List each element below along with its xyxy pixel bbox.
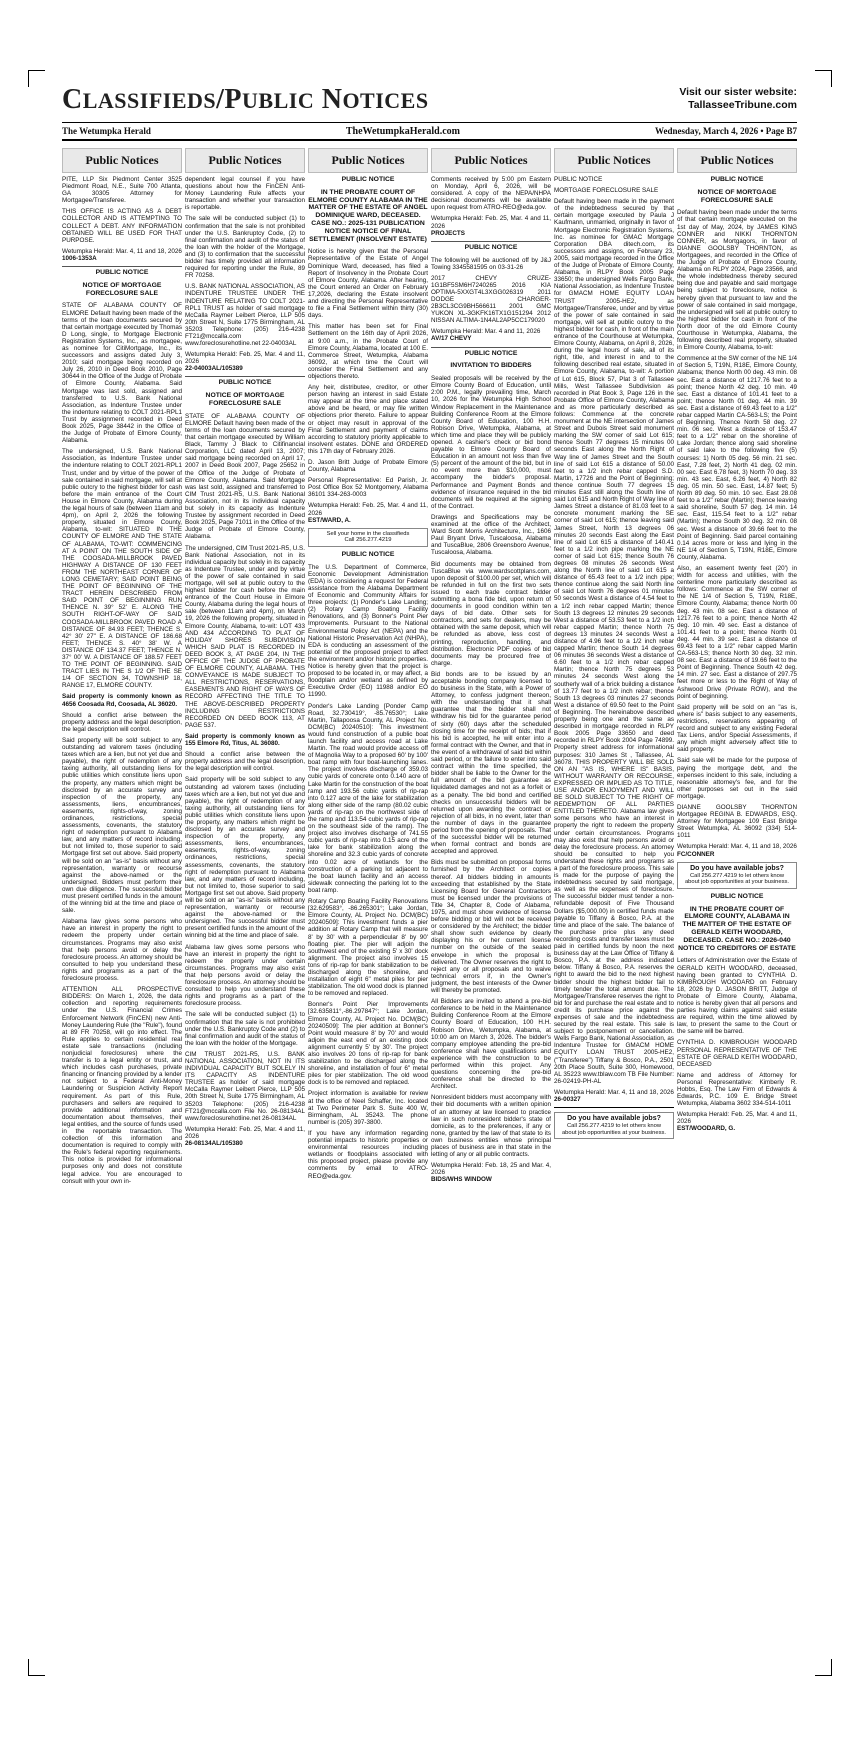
- sister-site-label: Visit our sister website:: [679, 86, 797, 98]
- notice-reference: 1006-1353A: [62, 254, 97, 262]
- notice-title: IN THE PROBATE COURT OF ELMORE COUNTY ALABAMA IN THE MATTER OF THE ESTATE OF ANGEL DOMINIQUE WARD, DECEASED. CASE NO.: 2025-131 PUBLICATION NOTICE NOTICE OF FINAL SETTLEMENT (INSOLVENT ESTATE): [308, 188, 428, 243]
- notice-text: Sealed proposals will be received by the Elmore County Board of Education, until 2:00 P.M., legally prevailing time, March 10, 2026 for the Wetumpka High School Window Replacement in the Maintenance Building Conference Room at the Elmore County Board of Education, 100 H.H. Robison Drive, Wetumpka, Alabama, at which time and place they will be publicly opened. A cashier's check or bid bond payable to Elmore County Board of Education in an amount not less than five (5) percent of the amount of the bid, but in no event more than $10,000, must accompany the bidder's proposal. Performance and Payment Bonds and evidence of insurance required in the bid documents will be required at the signing of the Contract.: [431, 375, 551, 510]
- publication-dates: Wetumpka Herald: Feb. 25, Mar. 4 and 11, 2026: [308, 502, 428, 517]
- notice-reference: 22-04003AL/105389: [185, 365, 243, 373]
- column-header: Public Notices: [431, 148, 551, 173]
- notice-text: CIM TRUST 2021-R5, U.S. BANK NATIONAL ASSOCIATION, NOT IN ITS INDIVIDUAL CAPACITY BUT SOLELY IN ITS CAPACITY AS INDENTURE TRUSTEE as holder of said mortgage McCalla Raymer Leibert Pierce, LLP 505 20th Street N, Suite 1775 Birmingham, AL 35203 Telephone: (205) 216-4238 FT21@mccalla.com File No. 26-08134AL www.foreclosurehotline.net 26-08134AL: [185, 1050, 305, 1122]
- crop-mark-top-left: [28, 70, 45, 87]
- notice-text: Project information is available for review at the office of Neel Schaffer, Inc. located at Two Perimeter Park S. Suite 400 W, Birmingham, AL 35243. The phone number is (205) 397-3800.: [308, 1090, 428, 1126]
- ad-heading: Do you have available jobs?: [690, 864, 784, 872]
- notice-title: NOTICE OF MORTGAGE FORECLOSURE SALE: [697, 188, 777, 204]
- masthead: [62, 84, 797, 118]
- crop-mark-top-right: [815, 70, 832, 87]
- ad-text: Call 256.277.4219 to let others know about job opportunities at your business.: [561, 1123, 667, 1136]
- notice-text: dependent legal counsel if you have questions about how the FinCEN Anti-Money Laundering Rule affects your transaction and whether your transaction is reportable.: [185, 176, 305, 212]
- publication-dates: Wetumpka Herald: Feb. 25, Mar. 4 and 11, 2026: [431, 215, 551, 230]
- notice-text: Said property will be sold subject to any outstanding ad valorem taxes (including taxes which are a lien, but not yet due and payable), the right of redemption of any taxing authority, all outstanding liens for public utilities which constitute liens upon the property, any matters which might be disclosed by an accurate survey and inspection of the property, any assessments, liens, encumbrances, easements, rights-of-way, zoning ordinances, restrictions, special assessments, covenants, the statutory right of redemption pursuant to Alabama law, and any matters of record including, but not limited to, those superior to said Mortgage first set out above. Said property will be sold on an "as-is" basis without any representation, warranty or recourse against the above-named or the undersigned. The successful bidder must present certified funds in the amount of the winning bid at the time and place of sale.: [185, 776, 305, 940]
- notice-text: CYNTHIA D. KIMBROUGH WOODARD PERSONAL REPRESENTATIVE OF THE ESTATE OF GERALD KEITH WOODARD, DECEASED: [677, 1039, 797, 1068]
- notice-text: The following will be auctioned off by J&J Towing 3345581595 on 03-31-26: [431, 256, 551, 271]
- notice-text: If you have any information regarding potential impacts to historic properties or environmental resources including wetlands or floodplains associated with this proposed project, please provide any comments by email to ATRO-REO@eda.gov.: [308, 1129, 428, 1180]
- notice-text: Personal Representative: Ed Parish, Jr. Post Office Box 52 Montgomery, Alabama 36101 334-263-0003: [308, 477, 428, 499]
- ad-text: Sell your home in the classifieds: [326, 530, 410, 537]
- ad-phone: Call 256.277.4219: [344, 537, 392, 544]
- newspaper-page: [62, 84, 797, 1679]
- notice-text: Alabama law gives some persons who have an interest in property the right to redeem the property under certain circumstances. Programs may also exist that help persons avoid or delay the foreclosure process. An attorney should be consulted to help you understand these rights and programs as a part of the foreclosure process.: [185, 943, 305, 1008]
- column-6: [677, 148, 797, 1678]
- title-part: LASSIFIEDS: [82, 88, 217, 113]
- notice-title: NOTICE OF MORTGAGE FORECLOSURE SALE: [205, 392, 285, 408]
- column-1: [62, 148, 182, 1678]
- column-4: [431, 148, 551, 1678]
- notice-heading: PUBLIC NOTICE: [710, 892, 764, 900]
- notice-heading: PUBLIC NOTICE: [218, 379, 272, 387]
- notice-title: NOTICE OF MORTGAGE FORECLOSURE SALE: [82, 281, 162, 297]
- sister-site-link[interactable]: TallasseeTribune.com: [688, 99, 797, 111]
- notice-text: Said property will be sold subject to any outstanding ad valorem taxes (including taxes which are a lien, but not yet due and payable), the right of redemption of any taxing authority, all outstanding liens for public utilities which constitute liens upon the property, any matters which might be disclosed by an accurate survey and inspection of the property, any assessments, liens, encumbrances, easements, rights-of-way, zoning ordinances, restrictions, special assessments, covenants, the statutory right of redemption pursuant to Alabama law, and any matters of record including, but not limited to, those superior to said Mortgage first set out above. Said property will be sold on an "as-is" basis without any representation, warranty or recourse against the above-named or the undersigned. Bidders must perform their own due diligence. The successful bidder must present certified funds in the amount of the winning bid at the time and place of sale.: [62, 736, 182, 915]
- notice-text: Should a conflict arise between the property address and the legal description, the legal description will control.: [185, 751, 305, 773]
- notice-heading: PUBLIC NOTICE: [710, 176, 764, 183]
- notice-text: Any heir, distributee, creditor, or other person having an interest in said Estate may appear at the time and place stated above and be heard, or may file written objections prior thereto. Failure to appear or object may result in approval of the Final Settlement and payment of claims according to statutory priority applicable to insolvent estates. DONE and ORDERED this 17th day of February 2026.: [308, 384, 428, 455]
- notice-text: Comments received by 5:00 pm Eastern on Monday, April 6, 2026, will be considered. A copy of the NEPA/NHPA decisional documents will be available upon request from ATRO-REO@eda.gov.: [431, 176, 551, 212]
- notice-text: Said sale will be made for the purpose of paying the mortgage debt, and the expenses incident to this sale, including a reasonable attorney's fee, and for the other purposes set out in the said mortgage.: [677, 757, 797, 800]
- notice-title: INVITATION TO BIDDERS: [450, 362, 532, 370]
- publication-dates: Wetumpka Herald: Mar. 4, 11 and 18, 2026: [554, 1088, 674, 1096]
- property-address: Said property is commonly known as 155 Elmore Rd, Titus, AL 36080.: [185, 732, 305, 748]
- notice-heading: PUBLIC NOTICE: [341, 550, 395, 558]
- notice-columns: [62, 148, 797, 1678]
- notice-text: Should a conflict arise between the property address and the legal description, the legal description will control.: [62, 711, 182, 733]
- column-3: [308, 148, 428, 1678]
- notice-text: Ponder's Lake Landing [Ponder Camp Road, 32.730419°, -85.76530°; Lake Martin, Tallapoosa County, AL Project No. DCM(BC) 20240510]: This investment would fund construction of a public boat launch facility and access road at Lake Martin. The road would provide access off of Magnolia Way to a proposed 60' by 100' boat ramp with four boat-launching lanes. The project involves discharge of 359.03 cubic yards of concrete onto 0.140 acre of Lake Martin for the construction of the boat ramp and 193.56 cubic yards of rip-rap into 0.127 acre of the lake for stabilization along either side of the ramp (80.02 cubic yards of rip-rap on the northwest side of the ramp and 113.54 cubic yards of rip-rap on the southeast side of the ramp). The project also involves discharge of 741.55 cubic yards of rip-rap into 0.15 acre of the lake for bank stabilization along the shoreline and 32.3 cubic yards of concrete into 0.02 acre of wetlands for the construction of a parking lot adjacent to the boat launch facility and an access sidewalk connecting the parking lot to the boat ramp.: [308, 702, 428, 894]
- notice-text: Bids must be submitted on proposal forms furnished by the Architect or copies thereof. All bidders bidding in amounts exceeding that established by the State Licensing Board for General Contractors must be licensed under the provisions of Title 34, Chapter 8, Code of Alabama, 1975, and must show evidence of license before bidding or bid will not be received or considered by the Architect; the bidder shall show such evidence by clearly displaying his or her current license number on the outside of the sealed envelope in which the proposal is delivered. The Owner reserves the right to reject any or all proposals and to waive technical errors if, in the Owner's judgment, the best interests of the Owner will thereby be promoted.: [431, 859, 551, 995]
- notice-heading: PUBLIC NOTICE: [341, 176, 395, 183]
- notice-text: D. Jason Britt Judge of Probate Elmore County, Alabama: [308, 459, 428, 474]
- column-5: [554, 148, 674, 1678]
- notice-text: Said property will be sold on an "as is, where is" basis subject to any easements, restrictions, reservations appearing of record and subject to any existing Federal Tax Liens, and/or Special Assessments, if any which might adversely affect title to said property.: [677, 703, 797, 754]
- title-part: UBLIC: [242, 88, 315, 113]
- notice-text: Bonner's Point Pier Improvements [32.635811°,-86.297847°; Lake Jordan, Elmore County, AL Project No. DCM(BC) 20240509]: The pier addition at Bonner's Point would measure 8' by 70' and would adjoin the east end of an existing dock alignment currently 5' by 30'. The project also involves 20 tons of rip-rap for bank stabilization to be discharged along the shoreline, and installation of four 6" metal piles for pier stabilization. The old wood dock is to be removed and replaced.: [308, 1001, 428, 1087]
- paper-name: The Wetumpka Herald: [62, 126, 151, 136]
- sister-site-promo: [679, 86, 797, 112]
- notice-reference: EST/WARD, A.: [308, 516, 351, 524]
- notice-heading: PUBLIC NOTICE: [464, 349, 518, 357]
- notice-heading: PUBLIC NOTICE: [554, 176, 603, 183]
- ad-text: Call 256.277.4219 to let others know about job opportunities at your business.: [684, 872, 790, 886]
- notice-text: Alabama law gives some persons who have an interest in property the right to redeem the property under certain circumstances. Programs may also exist that help persons avoid or delay the foreclosure process. An attorney should be consulted to help you understand these rights and programs as a part of the foreclosure process.: [62, 918, 182, 983]
- notice-text: THIS OFFICE IS ACTING AS A DEBT COLLECTOR AND IS ATTEMPTING TO COLLECT A DEBT. ANY INFORMATION OBTAINED WILL BE USED FOR THAT PURPOSE.: [62, 208, 182, 244]
- notice-reference: BIDS/WHS WINDOW: [431, 1176, 492, 1184]
- property-address: Said property is commonly known as 4656 Coosada Rd, Coosada, AL 36020.: [62, 693, 182, 708]
- title-part: N: [314, 84, 343, 115]
- notice-heading: PUBLIC NOTICE: [464, 243, 518, 251]
- notice-text: Name and address of Attorney for Personal Representative: Kimberly R. Hobbs, Esq. The Law Firm of Edwards & Edwards, P.C. 109 E. Bridge Street Wetumpka, Alabama 3602 334-514-1011: [677, 1071, 797, 1108]
- vehicle-list: 2017 CHEVY CRUZE-1G1BF5SM6H7240265 2016 KIA OPTIMA-5XXGT4L3XGG026319 2011 DODGE CHARGER-2B3CL3CG9BH566611 2001 GMC YUKON XL-3GKFK16TX1G151294 2012 NISSAN ALTIMA-1N4AL2AP5CC179020: [431, 274, 551, 325]
- publication-dates: Wetumpka Herald: Mar. 4 and 11, 2026: [431, 328, 541, 336]
- section-title: [62, 84, 429, 116]
- notice-text: Rotary Camp Boating Facility Renovations [32.629583°, -86.265301°; Lake Jordan, Elmore County, AL Project No. DCM(BC) 20240509]: This investment funds a pier addition at Rotary Camp that will measure 8' by 30' with a perpendicular 8' by 90' floating pier. The pier will adjoin the southwest end of the existing 5' x 30' dock alignment. The project also involves 15 tons of rip-rap for bank stabilization to be discharged along the shoreline, and installation of eight 6" metal piles for pier stabilization. The old wood dock is planned to be removed and replaced.: [308, 898, 428, 998]
- notice-text: Nonresident bidders must accompany with their bid documents with a written opinion of an attorney at law licensed to practice law in such nonresident bidder's state of domicile, as to the preferences, if any or none, granted by the law of that state to its own business entities whose principal places of business are in that state in the letting of any or all public contracts.: [431, 1094, 551, 1159]
- notice-heading: PUBLIC NOTICE: [95, 269, 149, 277]
- notice-text: Bid documents may be obtained from TuscaBlue via www.wardscottplans.com, upon deposit of $100.00 per set, which will be refunded in full on the first two sets issued to each trade contract bidder submitting a bona fide bid, upon return of documents in good condition within ten days of bid date. Other sets for contractors, and sets for dealers, may be obtained with the same deposit, which will be refunded as above, less cost of printing, reproduction, handling, and distribution. Electronic PDF copies of bid documents may be procured free of charge.: [431, 560, 551, 667]
- publication-dates: Wetumpka Herald: Feb. 25, Mar. 4 and 11, 2026: [185, 351, 305, 366]
- column-header: Public Notices: [62, 148, 182, 173]
- notice-text: The undersigned, CIM Trust 2021-R5, U.S. Bank National Association, not in its individual capacity but solely in its capacity as Indenture Trustee, under and by virtue of the power of sale contained in said mortgage, will sell at public outcry to the highest bidder for cash before the main entrance of the Court House in Elmore County, Alabama during the legal hours of sale (between 11am and 4pm), on March 19, 2026 the following property, situated in Elmore County, Alabama, to-wit: LOT 433 AND 434 ACCORDING TO PLAT OF HOLIDAY SHORES SUBDIVISION WHICH SAID PLAT IS RECORDED IN DEED BOOK 3, AT PAGE 204, IN THE OFFICE OF THE JUDGE OF PROBATE OF ELMORE COUNTY, ALABAMA. THIS CONVEYANCE IS MADE SUBJECT TO ALL RESTRICTIONS, RESERVATIONS, EASEMENTS AND RIGHT OF WAYS OF RECORD AFFECTING THE TITLE TO THE ABOVE-DESCRIBED PROPERTY INCLUDING RESTRICTIONS RECORDED ON DEED BOOK 113, AT PAGE 537.: [185, 544, 305, 729]
- notice-text: Letters of Administration over the Estate of GERALD KEITH WOODARD, deceased, having been granted to CYNTHIA D. KIMBROUGH WOODARD on February 18, 2026 by D. JASON BRITT, Judge of Probate of Elmore County, Alabama, notice is hereby given that all persons and parties having claims against said estate are required, within the time allowed by law, to present the same to the Court or the same will be barred.: [677, 957, 797, 1036]
- column-header: Public Notices: [308, 148, 428, 173]
- notice-text: All Bidders are invited to attend a pre-bid conference to be held in the Maintenance Building Conference Room at the Elmore County Board of Education, 100 H.H. Robison Drive, Wetumpka, Alabama, at 10:00 am on March 3, 2026. The bidder's company employee attending the pre-bid conference shall have qualifications and experience with the construction to be performed within this project. Any questions concerning the pre-bid conference shall be directed to the Architect.: [431, 998, 551, 1091]
- publication-dates: Wetumpka Herald: Mar. 4, 11 and 18, 2026: [677, 843, 797, 851]
- notice-text: STATE OF ALABAMA COUNTY OF ELMORE Default having been made of the terms of the loan documents secured by that certain mortgage executed by Thomas D Long, single, to Mortgage Electronic Registration Systems, Inc., as mortgagee, as nominee for CitiMortgage, Inc., its successors and assigns dated July 3, 2010; said mortgage being recorded on July 26, 2010 in Deed Book 2010, Page 30644 in the Office of the Judge of Probate of Elmore County, Alabama. Said Mortgage was last sold, assigned and transferred to U.S. Bank National Association, as Indenture Trustee under the indenture relating to COLT 2021-RPL1 Trust by assignment recorded in Deed Book 2025, Page 38442 in the Office of the Judge of Probate of Elmore County, Alabama.: [62, 302, 182, 445]
- notice-reference: 26-00327: [554, 1096, 581, 1103]
- publication-dates: Wetumpka Herald: Feb. 25, Mar. 4 and 11, 2026: [677, 1111, 797, 1126]
- column-2: [185, 148, 305, 1678]
- notice-text: The U.S. Department of Commerce, Economic Development Administration (EDA) is considering a request for Federal assistance from the Alabama Department of Economic and Community Affairs for three projects: (1) Ponder's Lake Landing; (2) Rotary Camp Boating Facility Renovations, and (3) Bonner's Point Pier Improvements. Pursuant to the National Environmental Policy Act (NEPA) and the National Historic Preservation Act (NHPA), EDA is conducting an assessment of the potential of the proposed project to affect the environment and/or historic properties. Notice is hereby given that the project is proposed to be located in, or may affect, a floodplain and/or wetland as defined by Executive Order (EO) 11988 and/or EO 11990.: [308, 563, 428, 699]
- paper-website[interactable]: TheWetumpkaHerald.com: [345, 125, 461, 137]
- notice-title: IN THE PROBATE COURT OF ELMORE COUNTY, ALABAMA IN THE MATTER OF THE ESTATE OF GERALD KEITH WOODARD, DECEASED. CASE NO.: 2026-040 NOTICE TO CREDITORS OF ESTATE: [678, 905, 796, 952]
- notice-reference: 26-08134AL/105380: [185, 1140, 243, 1148]
- column-header: Public Notices: [185, 148, 305, 173]
- column-header: Public Notices: [677, 148, 797, 173]
- publication-dates: Wetumpka Herald: Feb. 18, 25 and Mar. 4, 2026: [431, 1162, 551, 1177]
- crop-mark-bottom-left: [28, 1659, 45, 1676]
- notice-text: Bid bonds are to be issued by an acceptable bonding company licensed to do business in the State, with a Power of Attorney, to confess judgment thereon, with the understanding that it shall guarantee that the bidder shall not withdraw his bid for the guarantee period of sixty (60) days after the scheduled closing time for the receipt of bids; that if his bid is accepted, he will enter into a formal contract with the Owner, and that in the event of a withdrawal of said bid within said period, or the failure to enter into said contract within the time specified, the bidder shall be liable to the Owner for the full amount of the bid guarantee as liquidated damages and not as a forfeit or as a penalty. The bid bond and certified checks on unsuccessful bidders will be returned upon awarding the contract or rejection of all bids, in no event, later than the number of days in the guarantee period from the opening of proposals. That of the successful bidder will be returned when formal contract and bonds are accepted and approved.: [431, 670, 551, 856]
- title-part: /P: [216, 84, 243, 115]
- publication-dates: Wetumpka Herald: Mar. 4, 11 and 18, 2026: [62, 247, 182, 255]
- notice-text: The undersigned, U.S. Bank National Association, as Indenture Trustee under the indenture relating to COLT 2021-RPL1 Trust, under and by virtue of the power of sale contained in said mortgage, will sell at public outcry to the highest bidder for cash before the main entrance of the Court House in Elmore County, Alabama during the legal hours of sale (between 11am and 4pm), on April 2, 2026 the following property, situated in Elmore County, Alabama, to-wit: SITUATED IN THE COUNTY OF ELMORE AND THE STATE OF ALABAMA, TO-WIT: COMMENCING AT A POINT ON THE SOUTH SIDE OF THE COOSADA-MILLBROOK PAVED HIGHWAY A DISTANCE OF 130 FEET FROM THE NORTHEAST CORNER OF LONG CEMETARY; SAID POINT BEING THE POINT OF BEGINNING OF THE TRACT HEREIN DESCRIBED FROM SAID POINT OF BEGINNING RUN THENCE N. 39° 52' E. ALONG THE SOUTH RIGHT-OF-WAY OF SAID COOSADA-MILLBROOK PAVED ROAD A DISTANCE OF 84.93 FEET; THENCE S. 42° 30' 27" E. A DISTANCE OF 186.68 FEET; THENCE S. 40° 38' W. A DISTANCE OF 134.37 FEET; THENCE N. 37° 00' W. A DISTANCE OF 188.57 FEET TO THE POINT OF BEGINNING. SAID TRACT LIES IN THE S 1/2 OF THE SE 1/4 OF SECTION 34, TOWNSHIP 18, RANGE 17, ELMORE COUNTY.: [62, 448, 182, 690]
- notice-text: Default having been made under the terms of that certain mortgage executed on the 1st day of May, 2024, by JAMES KING CONNER and NIKKI THORNTON CONNER, as Mortgagors, in favor of DIANNE GOOLSBY THORNTON, as Mortgagees, and recorded in the Office of the Judge of Probate of Elmore County, Alabama on RLPY 2024, Page 23566, and the whole indebtedness thereby secured being due and payable and said mortgage being subject to foreclosure, notice is hereby given that pursuant to law and the power of sale contained in said mortgage, the undersigned will sell at public outcry to the highest bidder for cash in front of the North door of the old Elmore County Courthouse in Wetumpka, Alabama, the following described real property, situated in Elmore County, Alabama, to-wit:: [677, 209, 797, 352]
- notice-text: Notice is hereby given that the Personal Representative of the Estate of Angel Dominique Ward, deceased, has filed a Report of Insolvency in the Probate Court of Elmore County, Alabama. After hearing, the Court entered an Order on February 17,2026, declaring the Estate insolvent and directing the Personal Representative to file a Final Settlement within thirty (30) days.: [308, 248, 428, 320]
- issue-date: Wednesday, March 4, 2026 • Page B7: [655, 126, 797, 136]
- notice-text: U.S. BANK NATIONAL ASSOCIATION, AS INDENTURE TRUSTEE UNDER THE INDENTURE RELATING TO COLT 2021-RPL1 TRUST as holder of said mortgage McCalla Raymer Leibert Pierce, LLP 505 20th Street N, Suite 1775 Birmingham, AL 35203 Telephone: (205) 216-4238 FT21@mccalla.com www.foreclosurehotline.net 22-04003AL: [185, 283, 305, 348]
- notice-text: Commence at the SW corner of the NE 1/4 of Section 5, T19N, R18E, Elmore County, Alabama; thence North 00 deg. 43 min. 08 sec. East a distance of 1217.76 feet to a point; thence North 42 deg. 10 min. 49 sec. East a distance of 101.41 feet to a point; thence North 01 deg. 44 min. 39 sec. East a distance of 69.43 feet to a 1/2" rebar capped Martin CA-563-LS; the Point of Beginning. Thence North 58 deg. 27 min. 06 sec. West a distance of 153.47 feet to a 1/2" rebar on the shoreline of Lake Jordan; thence along said shoreline of said lake to the following five (5) courses: 1) North 05 deg. 56 min. 21 sec. East, 7.28 feet, 2) North 41 deg. 02 min. 00 sec. East 6.78 feet, 3) North 70 deg. 33 min. 43 sec. East, 6.26 feet, 4) North 82 deg. 05 min. 50 sec. East, 14.87 feet; 5) North 89 deg. 50 min. 10 sec. East 28.08 feet to a 1/2" rebar (Martin); thence leaving said shoreline, South 57 deg. 14 min. 14 sec. East, 115.54 feet to a 1/2" rebar (Martin); thence South 30 deg. 32 min. 08 sec. West a distance of 39.66 feet to the Point of Beginning. Said parcel containing 0.14 acres more or less and lying in the NE 1/4 of Section 5, T19N, R18E, Elmore County, Alabama.: [677, 355, 797, 561]
- notice-reference: FC/CONNER: [677, 850, 715, 858]
- notice-reference: EST/WOODARD, G.: [677, 1125, 736, 1133]
- info-bar: [62, 123, 797, 139]
- notice-text: The sale will be conducted subject (1) to confirmation that the sale is not prohibited under the U.S. Bankruptcy Code and (2) to final confirmation and audit of the status of the loan with the holder of the Mortgage.: [185, 1011, 305, 1047]
- crop-mark-bottom-right: [815, 1659, 832, 1676]
- jobs-ad: [677, 862, 797, 889]
- notice-text: This matter has been set for Final Settlement on the 16th day of April 2026, at 9:00 a.m., in the Probate Court of Elmore County, Alabama, located at 100 E. Commerce Street, Wetumpka, Alabama 36092, at which time the Court will consider the Final Settlement and any objections thereto.: [308, 323, 428, 380]
- title-part: OTICES: [342, 88, 429, 113]
- column-header: Public Notices: [554, 148, 674, 173]
- notice-text: PITE, LLP Six Piedmont Center 3525 Piedmont Road, N.E., Suite 700 Atlanta, GA 30305 Attorney for Mortgagee/Transferee.: [62, 176, 182, 205]
- publication-dates: Wetumpka Herald: Feb. 25, Mar. 4 and 11, 2026: [185, 1125, 305, 1140]
- notice-reference: PROJECTS: [431, 229, 465, 237]
- notice-text: STATE OF ALABAMA COUNTY OF ELMORE Default having been made of the terms of the loan documents secured by that certain mortgage executed by William Black, Tammy J Black to Citifinancial Corporation, LLC dated April 13, 2007; said mortgage being recorded on April 17, 2007 in Deed Book 2007, Page 25652 in the Office of the Judge of Probate of Elmore County, Alabama. Said Mortgage was last sold, assigned and transferred to CIM Trust 2021-R5, U.S. Bank National Association, not in its individual capacity but solely in its capacity as Indenture Trustee by assignment recorded in Deed Book 2025, Page 71011 in the Office of the Judge of Probate of Elmore County, Alabama.: [185, 412, 305, 541]
- notice-text: Also, an easement twenty feet (20') in width for access and utilities, with the centerline more particularly described as follows: Commence at the SW corner of the NE 1/4 of Section 5, T19N, R18E, Elmore County, Alabama; thence North 00 deg. 43 min. 08 sec. East a distance of 1217.76 feet to a point; thence North 42 deg. 10 min. 49 sec. East a distance of 101.41 feet to a point; thence North 01 deg. 44 min. 39 sec. East a distance of 69.43 feet to a 1/2" rebar capped Martin CA-563-LS; thence North 30 deg. 32 min. 08 sec. East a distance of 19.66 feet to the Point of Beginning. Thence South 42 deg. 14 min. 27 sec. East a distance of 297.75 feet more or less to the Right of Way of Ashwood Drive (Private ROW), and the point of beginning.: [677, 564, 797, 700]
- ad-heading: Do you have available jobs?: [567, 1115, 661, 1123]
- jobs-ad: [554, 1112, 674, 1139]
- notice-text: ATTENTION ALL PROSPECTIVE BIDDERS: On March 1, 2026, the data collection and reporting requirements under the U.S. Financial Crimes Enforcement Network (FinCEN) new Anti-Money Laundering Rule (the "Rule"), found at 89 FR 70258, will go into effect. The Rule applies to certain residential real estate sale transactions (including nonjudicial foreclosures) where the transfer is to a legal entity or trust, and which includes cash purchases, private financing or financing provided by a lender not subject to a Federal Anti-Money Laundering or Suspicion Activity Report requirement. As part of this Rule, purchasers and sellers are required to provide additional information and documentation about themselves, their legal entities, and the source of funds used in the reportable transaction. The collection of this information and documentation is required to comply with the Rule's federal reporting requirements. This notice is provided for informational purposes only and does not constitute legal advice. You are encouraged to consult with your own in-: [62, 986, 182, 1185]
- title-part: C: [62, 84, 83, 115]
- notice-text: The sale will be conducted subject (1) to confirmation that the sale is not prohibited under the U.S. Bankruptcy Code, (2) to final confirmation and audit of the status of the loan with the holder of the Mortgage, and (3) to confirmation that the successful bidder has timely provided all information required for reporting under the Rule, 89 FR 70258.: [185, 215, 305, 280]
- notice-reference: AV/17 CHEVY: [431, 335, 472, 343]
- notice-title: MORTGAGE FORECLOSURE SALE: [554, 187, 659, 195]
- notice-text: Default having been made in the payment of the indebtedness secured by that certain mortgage executed by Paula J Kaufmann, unmarried, originally in favor of Mortgage Electronic Registration Systems, Inc. as nominee for GMAC Mortgage Corporation DBA ditech.com, its successors and assigns, on February 23, 2005, said mortgage recorded in the Office of the Judge of Probate of Elmore County, Alabama, in RLPY Book 2005 Page 33650; the undersigned Wells Fargo Bank, National Association, as Indenture Trustee for GMACM HOME EQUITY LOAN TRUST 2005-HE2, as Mortgagee/Transferee, under and by virtue of the power of sale contained in said mortgage, will sell at public outcry to the highest bidder for cash, in front of the main entrance of the Courthouse at Wetumpka, Elmore County, Alabama, on April 8, 2026, during the legal hours of sale, all of its right, title, and interest in and to the following described real estate, situated in Elmore County, Alabama, to-wit: A portion of Lot 615, Block 57, Plat 3 of Tallassee Mills, West Tallassee Subdivision as recorded in Plat Book 3, Page 126 in the Probate Office of Elmore County, Alabama and as more particularly described as follows: Commence at the concrete monument at the NE intersection of James Street and Dubois Street said monument marking the SW corner of said Lot 615; thence South 77 degrees 15 minutes 00 seconds East along the North Right of Way line of James Street and the South line of said Lot 615 a distance of 50.00 feet to a 1/2 inch rebar capped S.D. Martin, 17726 and the Point of Beginning; thence continue South 77 degrees 15 minutes East still along the South line of said Lot 615 and North Right of Way line of James Street a distance of 81.03 feet to a concrete monument marking the SE corner of said Lot 615; thence leaving said James Street, North 13 degrees 06 minutes 20 seconds East along the East line of said Lot 615 a distance of 140.41 feet to a 1/2 inch pipe marking the NE corner of said Lot 615; thence South 76 degrees 08 minutes 26 seconds West along the North line of said Lot 615 a distance of 65.43 feet to a 1/2 inch pipe; thence continue along the said North line of said Lot North 76 degrees 01 minutes 50 seconds West a distance of 4.54 feet to a 1/2 inch rebar capped Martin; thence South 13 degrees 12 minutes 29 seconds West a distance of 53.53 feet to a 1/2 inch rebar capped Martin; thence North 75 degrees 13 minutes 24 seconds West a distance of 4.96 feet to a 1/2 inch rebar capped Martin; thence South 14 degrees 06 minutes 36 seconds West a distance of 6.60 feet to a 1/2 inch rebar capped Martin; thence North 75 degrees 53 minutes 24 seconds West along the southerly wall of a brick building a distance of 13.77 feet to a 1/2 inch rebar; thence South 13 degrees 03 minutes 27 seconds West a distance of 69.50 feet to the Point of Beginning. The hereinabove described property being one and the same as described in mortgage recorded in RLPY Book 2005 Page 33650 and deed recorded in RLPY Book 2004 Page 74899. Property street address for informational purposes: 310 James St , Tallassee, AL 36078. THIS PROPERTY WILL BE SOLD ON AN "AS IS, WHERE IS" BASIS, WITHOUT WARRANTY OR RECOURSE, EXPRESSED OR IMPLIED AS TO TITLE, USE AND/OR ENJOYMENT AND WILL BE SOLD SUBJECT TO THE RIGHT OF REDEMPTION OF ALL PARTIES ENTITLED THERETO. Alabama law gives some persons who have an interest in property the right to redeem the property under certain circumstances. Programs may also exist that help persons avoid or delay the foreclosure process. An attorney should be consulted to help you understand these rights and programs as a part of the foreclosure process. This sale is made for the purpose of paying the indebtedness secured by said mortgage, as well as the expenses of foreclosure. The successful bidder must tender a non-refundable deposit of Five Thousand Dollars ($5,000.00) in certified funds made payable to Tiffany & Bosco, P.A. at the time and place of the sale. The balance of the purchase price plus any deed recording costs and transfer taxes must be paid in certified funds by noon the next business day at the Law Office of Tiffany & Bosco, P.A. at the address indicated below. Tiffany & Bosco, P.A. reserves the right to award the bid to the next highest bidder should the highest bidder fail to timely tender the total amount due. The Mortgagee/Transferee reserves the right to bid for and purchase the real estate and to credit its purchase price against the expenses of sale and the indebtedness secured by the real estate. This sale is subject to postponement or cancellation. Wells Fargo Bank, National Association, as Indenture Trustee for GMACM HOME EQUITY LOAN TRUST 2005-HE2, ("Transferee") Tiffany & Bosco, P.A., 2501 20th Place South, Suite 300, Homewood, AL 35223 www.tblaw.com TB File Number: 26-02419-PH-AL: [554, 198, 674, 1085]
- notice-text: Drawings and Specifications may be examined at the office of the Architect, Ward Scott Morris Architecture, Inc., 1606 Paul Bryant Drive, Tuscaloosa, Alabama and TuscaBlue, 2806 Greensboro Avenue, Tuscaloosa, Alabama.: [431, 513, 551, 557]
- notice-text: DIANNE GOOLSBY THORNTON Mortgagee REGINA B. EDWARDS, ESQ. Attorney for Mortgagee 109 East Bridge Street Wetumpka, AL 36092 (334) 514-1011: [677, 803, 797, 840]
- classified-ad: [308, 528, 428, 547]
